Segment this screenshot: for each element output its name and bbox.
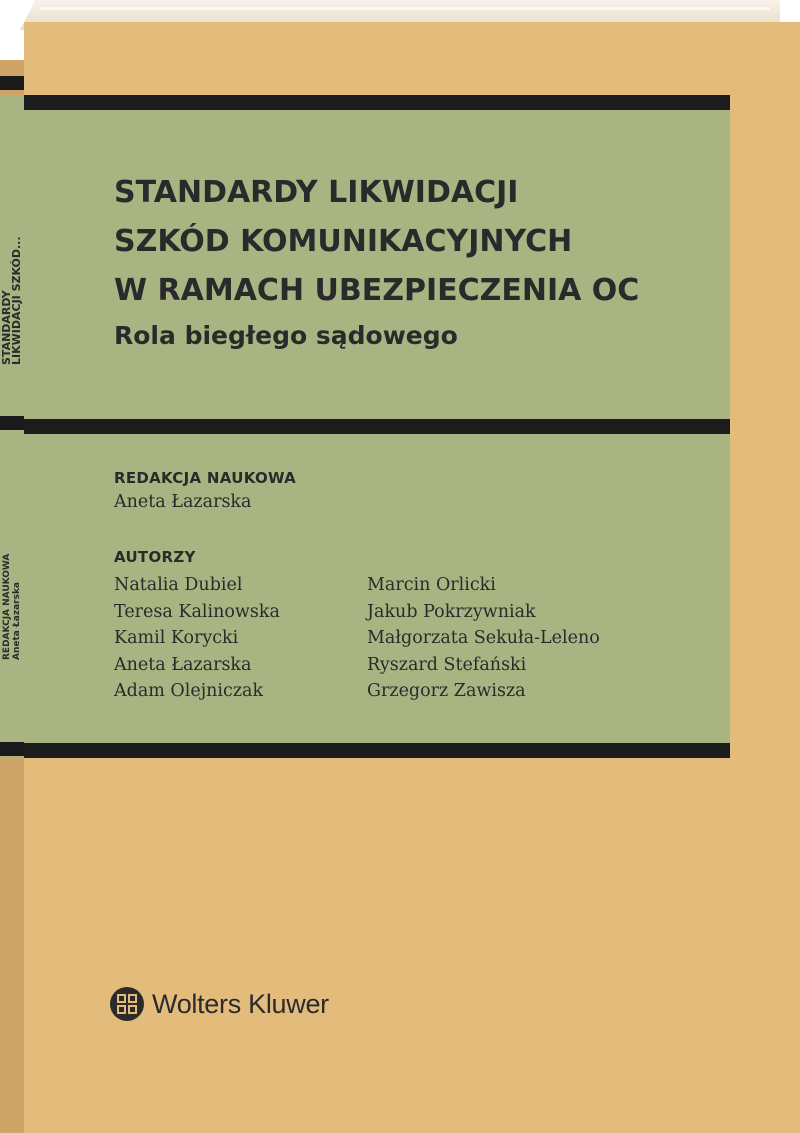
page-edge-line	[40, 7, 770, 10]
rule-middle	[24, 419, 730, 434]
author-name: Małgorzata Sekuła-Leleno	[367, 628, 600, 648]
author-name: Ryszard Stefański	[367, 654, 527, 675]
author-name: Aneta Łazarska	[114, 654, 252, 675]
spine-rule-bottom	[0, 742, 24, 756]
title-line: SZKÓD KOMUNIKACYJNYCH	[114, 224, 573, 259]
spine-title-line2: LIKWIDACJI SZKÓD...	[10, 236, 23, 365]
publisher-name: Wolters Kluwer	[152, 988, 329, 1019]
author-name: Jakub Pokrzywniak	[367, 601, 536, 622]
title-line: STANDARDY LIKWIDACJI	[114, 175, 519, 210]
book-subtitle: Rola biegłego sądowego	[114, 321, 458, 350]
author-name: Grzegorz Zawisza	[367, 681, 526, 701]
publisher-logo	[110, 984, 329, 1024]
spine-editor-name: Aneta Łazarska	[12, 581, 22, 660]
authors-label: AUTORZY	[114, 548, 196, 566]
rule-top	[24, 95, 730, 110]
rule-bottom	[24, 743, 730, 758]
editor-label: REDAKCJA NAUKOWA	[114, 469, 297, 487]
author-name: Adam Olejniczak	[114, 681, 264, 701]
authors-left-column	[114, 572, 280, 705]
spine-title-line1: STANDARDY	[0, 290, 13, 365]
wolters-kluwer-logo-icon	[110, 987, 144, 1021]
editor-name: Aneta Łazarska	[114, 492, 252, 512]
title-line: W RAMACH UBEZPIECZENIA OC	[114, 273, 640, 308]
spine-editor	[2, 480, 22, 660]
spine-title	[2, 135, 22, 365]
spine-editor-label: REDAKCJA NAUKOWA	[2, 553, 12, 660]
spine-rule-middle	[0, 416, 24, 430]
author-name: Kamil Korycki	[114, 628, 239, 648]
spine-rule-top	[0, 76, 24, 90]
author-name: Natalia Dubiel	[114, 575, 243, 595]
authors-right-column	[367, 572, 600, 705]
book-title	[114, 168, 714, 315]
author-name: Teresa Kalinowska	[114, 601, 280, 622]
author-name: Marcin Orlicki	[367, 575, 496, 595]
